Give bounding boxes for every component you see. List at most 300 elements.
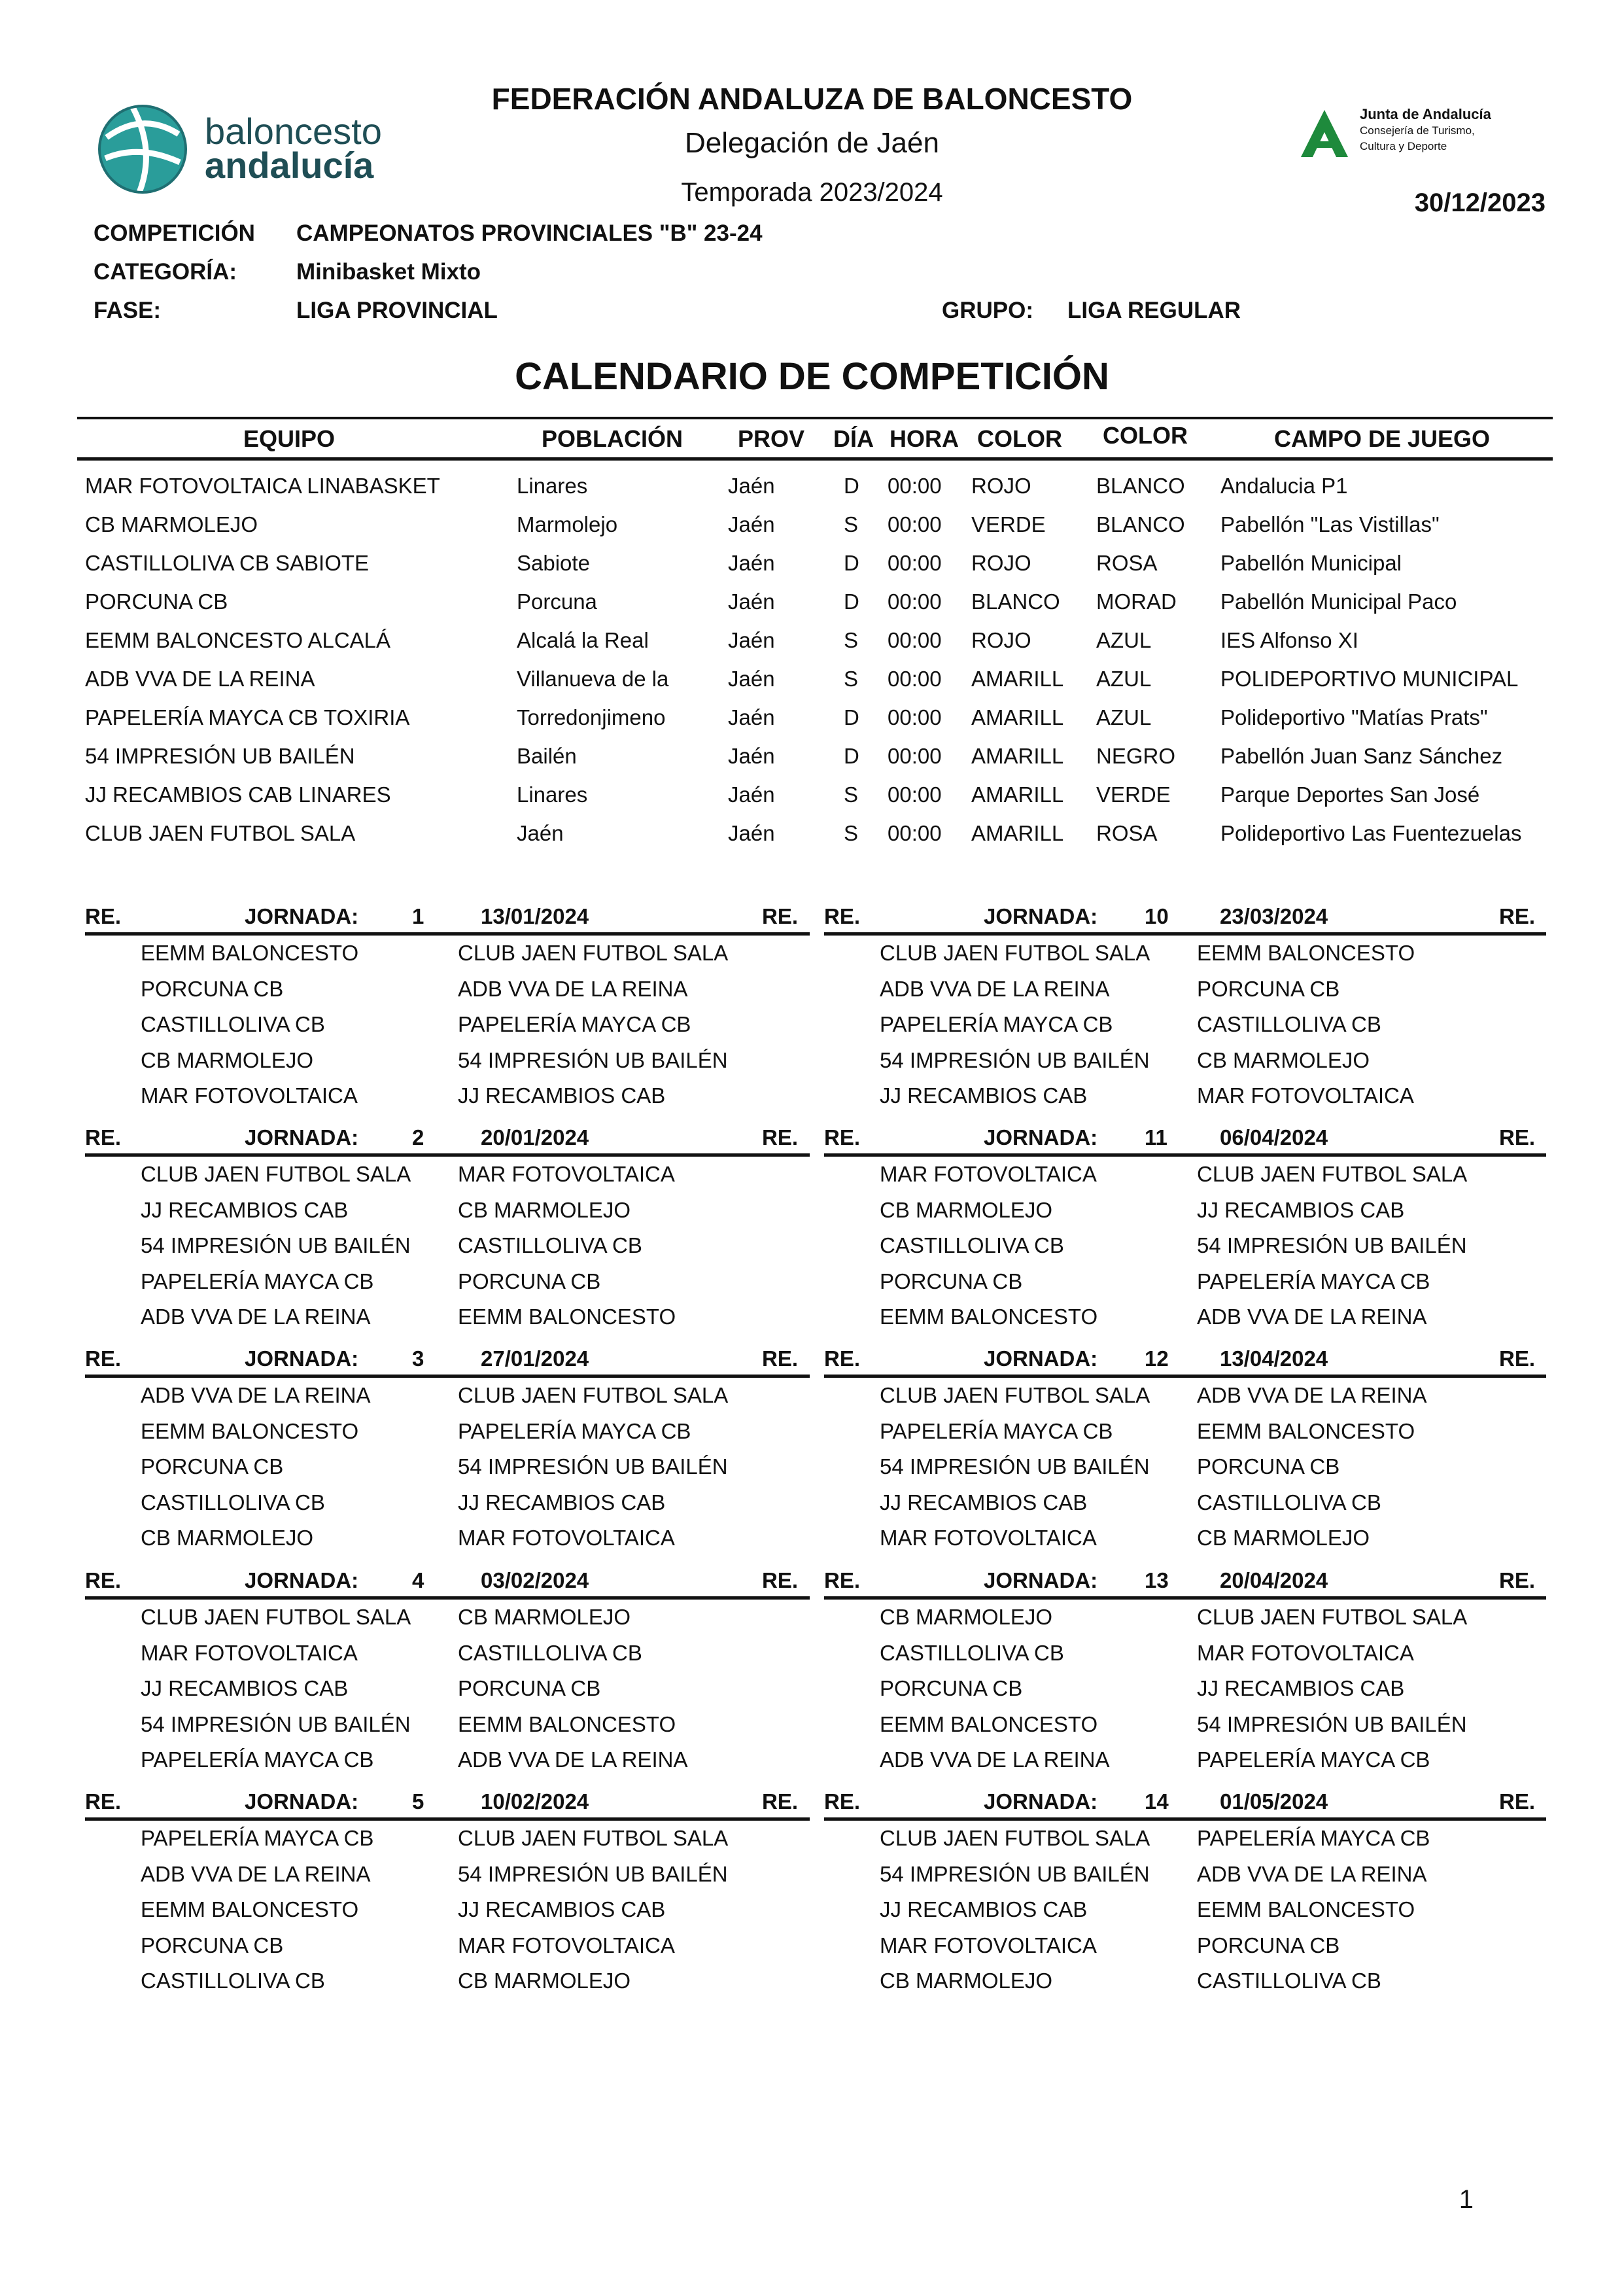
away-team: PORCUNA CB [1197,1454,1340,1479]
junta-line-3: Cultura y Deporte [1360,140,1447,152]
header-campo: CAMPO DE JUEGO [1274,425,1491,452]
table-row [0,582,1624,620]
re-label-left: RE. [85,904,122,928]
away-team: EEMM BALONCESTO [1197,1897,1415,1921]
home-team: JJ RECAMBIOS CAB [880,1897,1088,1921]
jornada-number: 11 [1145,1125,1167,1149]
jornada-label: JORNADA: [245,1346,359,1371]
re-label-left: RE. [85,1568,122,1592]
home-team: JJ RECAMBIOS CAB [880,1083,1088,1108]
team-color-2: AZUL [1096,705,1152,729]
team-time: 00:00 [888,705,942,729]
table-row [0,543,1624,582]
home-team: 54 IMPRESIÓN UB BAILÉN [141,1233,411,1257]
match-row [85,1414,818,1449]
header-prov: PROV [738,425,805,452]
away-team: MAR FOTOVOLTAICA [458,1526,675,1550]
match-row [824,936,1557,971]
team-province: Jaén [728,474,775,498]
away-team: PAPELERÍA MAYCA CB [1197,1747,1430,1772]
main-heading: CALENDARIO DE COMPETICIÓN [515,355,1109,398]
match-row [85,1892,818,1927]
away-team: 54 IMPRESIÓN UB BAILÉN [458,1861,728,1886]
match-row [85,1636,818,1671]
jornada-label: JORNADA: [984,1568,1098,1592]
home-team: ADB VVA DE LA REINA [141,1305,371,1329]
away-team: CASTILLOLIVA CB [458,1233,642,1257]
match-row [824,1742,1557,1778]
junta-line-1: Junta de Andalucía [1360,106,1491,122]
season-label: Temporada 2023/2024 [681,178,943,207]
team-province: Jaén [728,628,775,652]
home-team: EEMM BALONCESTO [141,941,359,965]
away-team: CB MARMOLEJO [458,1969,631,1993]
match-row [85,1928,818,1963]
home-team: MAR FOTOVOLTAICA [141,1083,358,1108]
jornada-block [85,1123,818,1345]
team-town: Jaén [517,821,564,845]
home-team: PAPELERÍA MAYCA CB [141,1826,374,1850]
re-label-right: RE. [762,904,799,928]
home-team: CB MARMOLEJO [141,1047,314,1072]
home-team: ADB VVA DE LA REINA [141,1861,371,1886]
jornada-date: 01/05/2024 [1220,1789,1328,1813]
away-team: JJ RECAMBIOS CAB [458,1897,666,1921]
match-row [824,1636,1557,1671]
team-venue: Polideportivo Las Fuentezuelas [1220,821,1522,845]
away-team: CB MARMOLEJO [458,1197,631,1222]
jornada-header [85,1566,818,1597]
home-team: PAPELERÍA MAYCA CB [141,1747,374,1772]
team-town: Linares [517,474,588,498]
away-team: CLUB JAEN FUTBOL SALA [458,1826,729,1850]
team-day: D [844,589,859,614]
team-province: Jaén [728,744,775,768]
team-province: Jaén [728,667,775,691]
team-color-2: AZUL [1096,628,1152,652]
re-label-left: RE. [824,904,861,928]
team-color-1: VERDE [971,512,1046,536]
home-team: EEMM BALONCESTO [141,1418,359,1443]
team-town: Marmolejo [517,512,618,536]
match-row [824,1600,1557,1635]
match-row [85,1857,818,1892]
away-team: JJ RECAMBIOS CAB [458,1083,666,1108]
away-team: CASTILLOLIVA CB [1197,1012,1381,1036]
jornada-number: 3 [412,1346,424,1371]
jornada-header [824,1787,1557,1818]
away-team: CLUB JAEN FUTBOL SALA [458,941,729,965]
home-team: MAR FOTOVOLTAICA [880,1933,1097,1957]
team-town: Sabiote [517,551,590,575]
team-color-2: NEGRO [1096,744,1176,768]
table-row [0,659,1624,697]
jornada-block [85,902,818,1124]
away-team: CLUB JAEN FUTBOL SALA [1197,1605,1468,1629]
match-row [85,1078,818,1113]
re-label-right: RE. [1499,1346,1536,1371]
match-row [824,1485,1557,1520]
team-color-1: ROJO [971,551,1031,575]
match-row [824,1892,1557,1927]
home-team: CASTILLOLIVA CB [880,1640,1064,1665]
away-team: ADB VVA DE LA REINA [1197,1305,1427,1329]
competition-value: CAMPEONATOS PROVINCIALES "B" 23-24 [296,220,763,246]
team-province: Jaén [728,821,775,845]
away-team: CLUB JAEN FUTBOL SALA [458,1383,729,1407]
jornada-number: 12 [1145,1346,1169,1371]
home-team: CLUB JAEN FUTBOL SALA [141,1605,411,1629]
match-row [85,1707,818,1742]
home-team: 54 IMPRESIÓN UB BAILÉN [141,1711,411,1736]
home-team: CB MARMOLEJO [880,1197,1053,1222]
home-team: CLUB JAEN FUTBOL SALA [141,1162,411,1186]
jornada-number: 2 [412,1125,424,1149]
away-team: MAR FOTOVOLTAICA [1197,1640,1414,1665]
jornada-block [824,1123,1557,1345]
home-team: MAR FOTOVOLTAICA [141,1640,358,1665]
header-poblacion: POBLACIÓN [542,425,683,452]
team-name: EEMM BALONCESTO ALCALÁ [85,628,391,652]
match-row [824,1007,1557,1042]
re-label-left: RE. [85,1346,122,1371]
team-color-2: ROSA [1096,821,1158,845]
away-team: CASTILLOLIVA CB [458,1640,642,1665]
re-label-right: RE. [762,1789,799,1813]
match-row [85,1378,818,1413]
away-team: 54 IMPRESIÓN UB BAILÉN [1197,1233,1467,1257]
jornada-date: 23/03/2024 [1220,904,1328,928]
away-team: JJ RECAMBIOS CAB [1197,1197,1405,1222]
match-row [85,1600,818,1635]
away-team: ADB VVA DE LA REINA [1197,1383,1427,1407]
jornada-block [85,1787,818,2009]
away-team: ADB VVA DE LA REINA [1197,1861,1427,1886]
home-team: PORCUNA CB [141,1933,284,1957]
home-team: ADB VVA DE LA REINA [880,976,1110,1001]
federation-title: FEDERACIÓN ANDALUZA DE BALONCESTO [491,82,1133,116]
match-row [85,1742,818,1778]
away-team: CB MARMOLEJO [1197,1526,1370,1550]
jornada-header [824,1344,1557,1375]
junta-line-2: Consejería de Turismo, [1360,124,1475,137]
team-color-2: ROSA [1096,551,1158,575]
match-row [85,1193,818,1228]
match-row [824,1299,1557,1335]
team-venue: POLIDEPORTIVO MUNICIPAL [1220,667,1519,691]
away-team: MAR FOTOVOLTAICA [458,1162,675,1186]
team-time: 00:00 [888,551,942,575]
match-row [85,1157,818,1192]
away-team: JJ RECAMBIOS CAB [458,1490,666,1515]
category-label: CATEGORÍA: [94,259,237,285]
jornada-label: JORNADA: [245,1125,359,1149]
match-row [824,1963,1557,1999]
match-row [85,936,818,971]
team-color-2: AZUL [1096,667,1152,691]
header-equipo: EQUIPO [243,425,336,452]
away-team: CB MARMOLEJO [458,1605,631,1629]
header-color-2: COLOR [1103,422,1188,449]
team-time: 00:00 [888,744,942,768]
re-label-left: RE. [85,1125,122,1149]
match-row [824,1414,1557,1449]
home-team: PORCUNA CB [880,1676,1023,1700]
team-time: 00:00 [888,474,942,498]
team-name: JJ RECAMBIOS CAB LINARES [85,782,391,807]
away-team: PAPELERÍA MAYCA CB [1197,1826,1430,1850]
jornada-header [85,1344,818,1375]
re-label-right: RE. [1499,1789,1536,1813]
team-color-1: AMARILL [971,744,1064,768]
jornada-number: 10 [1145,904,1169,928]
team-time: 00:00 [888,782,942,807]
team-town: Torredonjimeno [517,705,666,729]
jornada-header [85,902,818,933]
match-row [85,972,818,1007]
re-label-right: RE. [762,1568,799,1592]
away-team: ADB VVA DE LA REINA [458,1747,688,1772]
page-number: 1 [1459,2185,1474,2214]
away-team: 54 IMPRESIÓN UB BAILÉN [1197,1711,1467,1736]
jornada-header [824,902,1557,933]
away-team: MAR FOTOVOLTAICA [1197,1083,1414,1108]
home-team: CASTILLOLIVA CB [141,1012,325,1036]
table-row [0,620,1624,659]
team-name: MAR FOTOVOLTAICA LINABASKET [85,474,440,498]
home-team: PORCUNA CB [141,1454,284,1479]
home-team: 54 IMPRESIÓN UB BAILÉN [880,1861,1150,1886]
team-day: S [844,512,859,536]
match-row [85,1449,818,1484]
header-dia: DÍA [833,425,874,452]
team-day: D [844,551,859,575]
away-team: CLUB JAEN FUTBOL SALA [1197,1162,1468,1186]
home-team: EEMM BALONCESTO [141,1897,359,1921]
match-row [824,1228,1557,1263]
away-team: PORCUNA CB [1197,1933,1340,1957]
jornada-number: 1 [412,904,424,928]
group-value: LIGA REGULAR [1067,298,1241,323]
match-row [85,1299,818,1335]
jornada-number: 13 [1145,1568,1169,1592]
re-label-left: RE. [824,1125,861,1149]
competition-label: COMPETICIÓN [94,220,255,246]
match-row [85,1007,818,1042]
team-venue: Andalucia P1 [1220,474,1348,498]
jornada-block [85,1566,818,1788]
team-venue: Pabellón Municipal [1220,551,1402,575]
phase-value: LIGA PROVINCIAL [296,298,498,323]
jornada-block [824,1566,1557,1788]
team-color-1: AMARILL [971,705,1064,729]
jornada-label: JORNADA: [984,1125,1098,1149]
match-row [824,1707,1557,1742]
jornada-date: 20/01/2024 [481,1125,589,1149]
team-time: 00:00 [888,821,942,845]
jornada-date: 20/04/2024 [1220,1568,1328,1592]
away-team: PAPELERÍA MAYCA CB [458,1012,691,1036]
re-label-left: RE. [85,1789,122,1813]
re-label-right: RE. [1499,1568,1536,1592]
team-day: S [844,667,859,691]
team-color-1: AMARILL [971,782,1064,807]
team-time: 00:00 [888,667,942,691]
jornada-block [85,1344,818,1566]
team-time: 00:00 [888,589,942,614]
team-color-1: AMARILL [971,667,1064,691]
jornada-label: JORNADA: [245,1789,359,1813]
table-row [0,466,1624,504]
away-team: ADB VVA DE LA REINA [458,976,688,1001]
jornada-date: 13/04/2024 [1220,1346,1328,1371]
team-day: D [844,705,859,729]
team-name: CLUB JAEN FUTBOL SALA [85,821,356,845]
team-time: 00:00 [888,512,942,536]
match-row [85,1963,818,1999]
header-hora: HORA [890,425,959,452]
match-row [824,1043,1557,1078]
home-team: CB MARMOLEJO [141,1526,314,1550]
away-team: PORCUNA CB [458,1676,601,1700]
jornada-label: JORNADA: [245,904,359,928]
home-team: MAR FOTOVOLTAICA [880,1162,1097,1186]
match-row [85,1485,818,1520]
away-team: CASTILLOLIVA CB [1197,1969,1381,1993]
team-day: S [844,628,859,652]
team-town: Alcalá la Real [517,628,649,652]
team-name: PORCUNA CB [85,589,228,614]
team-name: 54 IMPRESIÓN UB BAILÉN [85,744,355,768]
team-province: Jaén [728,705,775,729]
jornada-label: JORNADA: [984,1789,1098,1813]
team-province: Jaén [728,589,775,614]
match-row [824,1821,1557,1856]
logo-line-2: andalucía [205,145,374,186]
home-team: CASTILLOLIVA CB [141,1969,325,1993]
re-label-right: RE. [1499,904,1536,928]
match-row [824,1157,1557,1192]
home-team: PAPELERÍA MAYCA CB [141,1269,374,1293]
match-row [824,1264,1557,1299]
team-color-1: AMARILL [971,821,1064,845]
match-row [824,1857,1557,1892]
home-team: PAPELERÍA MAYCA CB [880,1012,1113,1036]
jornada-header [824,1566,1557,1597]
away-team: EEMM BALONCESTO [1197,941,1415,965]
team-town: Bailén [517,744,577,768]
home-team: JJ RECAMBIOS CAB [141,1197,349,1222]
logo-line-1: baloncesto [205,111,382,152]
re-label-left: RE. [824,1568,861,1592]
phase-label: FASE: [94,298,162,323]
jornada-header [85,1787,818,1818]
team-town: Villanueva de la [517,667,669,691]
jornada-date: 10/02/2024 [481,1789,589,1813]
match-row [85,1520,818,1556]
jornada-header [824,1123,1557,1154]
team-venue: Pabellón "Las Vistillas" [1220,512,1440,536]
home-team: MAR FOTOVOLTAICA [880,1526,1097,1550]
jornada-label: JORNADA: [984,1346,1098,1371]
home-team: 54 IMPRESIÓN UB BAILÉN [880,1454,1150,1479]
home-team: 54 IMPRESIÓN UB BAILÉN [880,1047,1150,1072]
table-row [0,504,1624,543]
match-row [824,1520,1557,1556]
team-color-2: BLANCO [1096,512,1185,536]
jornada-label: JORNADA: [245,1568,359,1592]
team-day: D [844,744,859,768]
team-color-1: ROJO [971,474,1031,498]
team-province: Jaén [728,551,775,575]
home-team: PORCUNA CB [880,1269,1023,1293]
away-team: 54 IMPRESIÓN UB BAILÉN [458,1454,728,1479]
team-name: PAPELERÍA MAYCA CB TOXIRIA [85,705,410,729]
team-color-2: BLANCO [1096,474,1185,498]
team-day: S [844,782,859,807]
jornada-date: 27/01/2024 [481,1346,589,1371]
jornada-date: 06/04/2024 [1220,1125,1328,1149]
away-team: PAPELERÍA MAYCA CB [1197,1269,1430,1293]
away-team: EEMM BALONCESTO [458,1305,676,1329]
home-team: PAPELERÍA MAYCA CB [880,1418,1113,1443]
match-row [824,1671,1557,1706]
jornada-number: 14 [1145,1789,1169,1813]
delegation-name: Delegación de Jaén [685,127,939,159]
home-team: CB MARMOLEJO [880,1605,1053,1629]
team-province: Jaén [728,782,775,807]
match-row [824,972,1557,1007]
home-team: PORCUNA CB [141,976,284,1001]
jornada-block [824,1787,1557,2009]
home-team: EEMM BALONCESTO [880,1305,1098,1329]
away-team: CB MARMOLEJO [1197,1047,1370,1072]
re-label-right: RE. [762,1125,799,1149]
away-team: JJ RECAMBIOS CAB [1197,1676,1405,1700]
document-date: 30/12/2023 [1414,188,1546,217]
team-venue: Pabellón Municipal Paco [1220,589,1457,614]
home-team: EEMM BALONCESTO [880,1711,1098,1736]
header-color-1: COLOR [977,425,1062,452]
away-team: EEMM BALONCESTO [1197,1418,1415,1443]
team-color-2: VERDE [1096,782,1171,807]
home-team: JJ RECAMBIOS CAB [141,1676,349,1700]
team-venue: Polideportivo "Matías Prats" [1220,705,1488,729]
team-color-2: MORAD [1096,589,1177,614]
away-team: CASTILLOLIVA CB [1197,1490,1381,1515]
table-row [0,736,1624,775]
table-row [0,775,1624,813]
away-team: PORCUNA CB [1197,976,1340,1001]
jornada-label: JORNADA: [984,904,1098,928]
away-team: MAR FOTOVOLTAICA [458,1933,675,1957]
re-label-left: RE. [824,1789,861,1813]
team-town: Linares [517,782,588,807]
category-value: Minibasket Mixto [296,259,481,285]
jornada-number: 4 [412,1568,424,1592]
home-team: CLUB JAEN FUTBOL SALA [880,1383,1150,1407]
match-row [824,1193,1557,1228]
jornada-header [85,1123,818,1154]
jornada-block [824,902,1557,1124]
group-label: GRUPO: [942,298,1033,323]
away-team: PAPELERÍA MAYCA CB [458,1418,691,1443]
team-color-1: BLANCO [971,589,1060,614]
team-venue: Parque Deportes San José [1220,782,1480,807]
team-venue: IES Alfonso XI [1220,628,1358,652]
re-label-right: RE. [1499,1125,1536,1149]
team-day: S [844,821,859,845]
